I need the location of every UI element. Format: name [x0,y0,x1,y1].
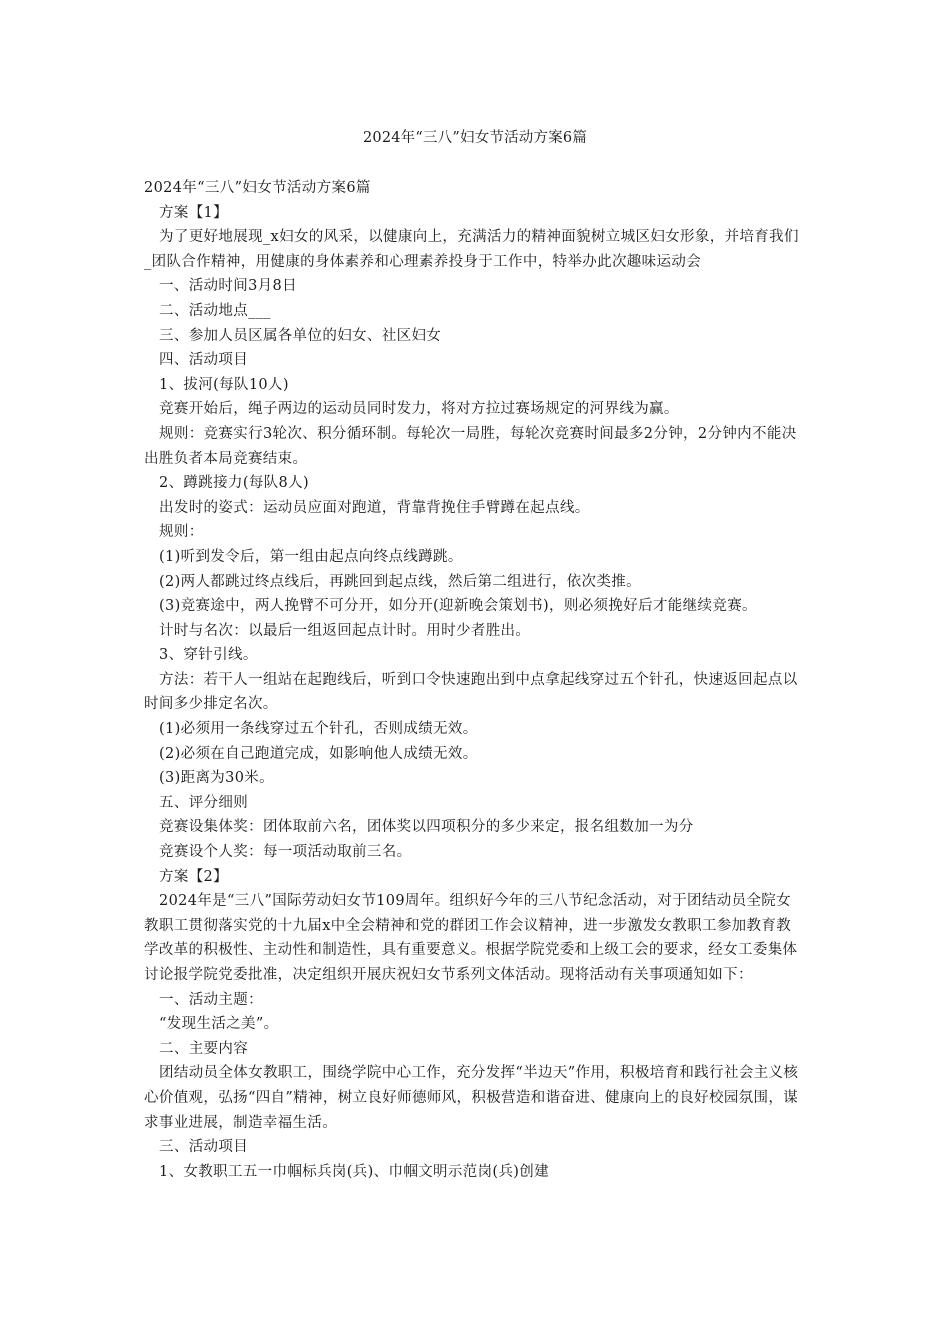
paragraph: 方案【1】 [159,204,228,221]
paragraph: 2、蹲跳接力(每队8人) [159,475,309,492]
paragraph: 2024年是“三八”国际劳动妇女节109周年。组织好今年的三八节纪念活动，对于团结动员全院女教职工贯彻落实党的十九届x中全会精神和党的群团工作会议精神，进一步激发女教职工参加教育教学改革的积极性、主动性和制造性，具有重要意义。根据学院党委和上级工会的要求，经女工委集体讨论报学院党委批准，决定组织开展庆祝妇女节系列文体活动。现将活动有关事项通知如下： [144,893,798,983]
paragraph: 一、活动时间3月8日 [159,278,297,295]
paragraph: 五、评分细则 [159,794,249,811]
paragraph: 三、活动项目 [159,1139,249,1156]
paragraph: 团结动员全体女教职工，围绕学院中心工作，充分发挥“半边天”作用，积极培育和践行社会主义核心价值观，弘扬“四自”精神，树立良好师德师风，积极营造和谐奋进、健康向上的良好校园氛围，谋求事业进展，制造幸福生活。 [144,1065,799,1131]
paragraph: (1)必须用一条线穿过五个针孔，否则成绩无效。 [159,721,478,738]
paragraph: (2)两人都跳过终点线后，再跳回到起点线，然后第二组进行，依次类推。 [159,573,641,590]
paragraph: 二、活动地点___ [159,302,271,319]
paragraph: 一、活动主题： [159,991,263,1008]
paragraph: 二、主要内容 [159,1040,249,1057]
paragraph: 竞赛开始后，绳子两边的运动员同时发力，将对方拉过赛场规定的河界线为赢。 [159,401,679,418]
paragraph: 竞赛设集体奖：团体取前六名，团体奖以四项积分的多少来定，报名组数加一为分 [159,819,694,836]
paragraph: (2)必须在自己跑道完成，如影响他人成绩无效。 [159,745,478,762]
paragraph: 出发时的姿式：运动员应面对跑道，背靠背挽住手臂蹲在起点线。 [159,499,590,516]
paragraph: (3)距离为30米。 [159,770,274,787]
paragraph: 四、活动项目 [159,352,249,369]
paragraph: (1)听到发令后，第一组由起点向终点线蹲跳。 [159,548,463,565]
paragraph: 2024年“三八”妇女节活动方案6篇 [144,180,371,196]
paragraph: 3、穿针引线。 [159,647,258,664]
paragraph: 三、参加人员区属各单位的妇女、社区妇女 [159,327,442,344]
paragraph: “发现生活之美”。 [159,1016,279,1033]
paragraph: 1、女教职工五一巾帼标兵岗(兵)、巾帼文明示范岗(兵)创建 [159,1163,550,1180]
paragraph: 方法：若干人一组站在起跑线后，听到口令快速跑出到中点拿起线穿过五个针孔，快速返回起点以时间多少排定名次。 [144,671,798,713]
document-body [144,176,804,1184]
paragraph: (3)竞赛途中，两人挽臂不可分开，如分开(迎新晚会策划书)，则必须挽好后才能继续竞赛。 [159,598,757,615]
paragraph: 规则： [159,524,204,541]
page-title: 2024年“三八”妇女节活动方案6篇 [362,130,588,146]
paragraph: 1、拔河(每队10人) [159,376,289,393]
paragraph: 为了更好地展现_x妇女的风采，以健康向上，充满活力的精神面貌树立城区妇女形象，并培育我们_团队合作精神，用健康的身体素养和心理素养投身于工作中，特举办此次趣味运动会 [144,229,799,270]
paragraph: 竞赛设个人奖：每一项活动取前三名。 [159,844,412,861]
paragraph: 计时与名次：以最后一组返回起点计时。用时少者胜出。 [159,622,531,639]
paragraph: 规则：竞赛实行3轮次、积分循环制。每轮次一局胜，每轮次竞赛时间最多2分钟，2分钟内不能决出胜负者本局竞赛结束。 [144,425,797,467]
paragraph: 方案【2】 [159,868,228,885]
